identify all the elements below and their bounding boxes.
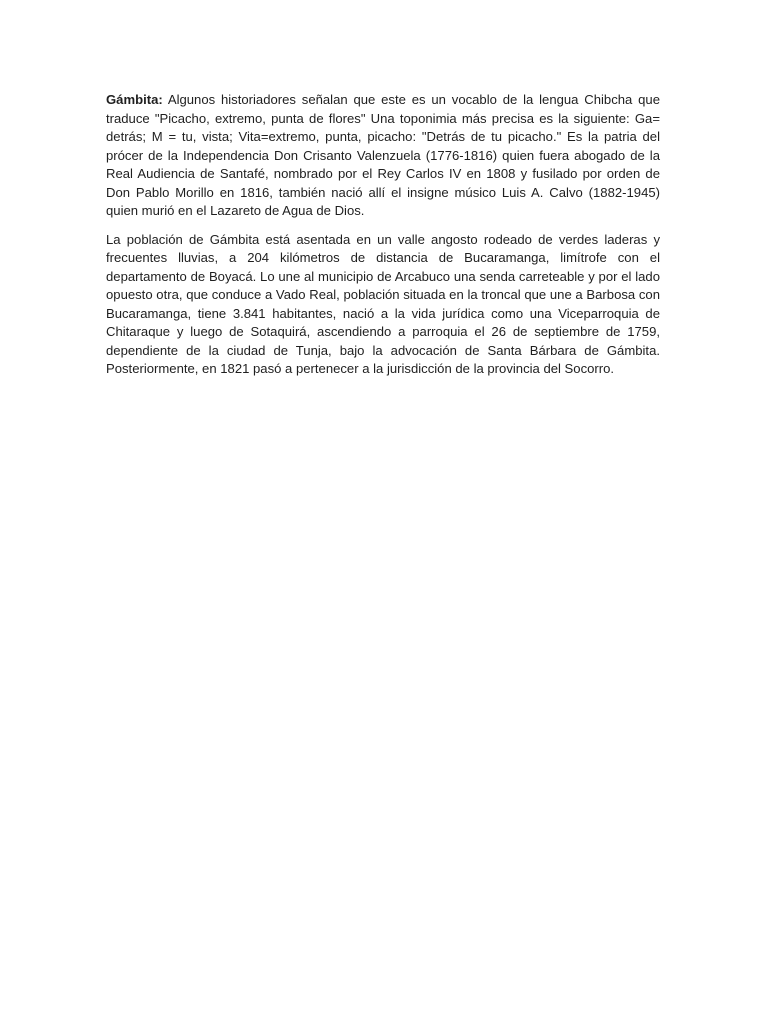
- paragraph-gambita-population: [106, 231, 660, 379]
- term-gambita: Gámbita:: [106, 92, 163, 107]
- document-body: [106, 91, 660, 389]
- paragraph-text: Algunos historiadores señalan que este es un vocablo de la lengua Chibcha que traduce "Picacho, extremo, punta de flores" Una toponimia más precisa es la siguiente: Ga= detrás; M = tu, vista; Vita=extremo, punta, picacho: "Detrás de tu picacho." Es la patria del prócer de la Independencia Don Crisanto Valenzuela (1776-1816) quien fuera abogado de la Real Audiencia de Santafé, nombrado por el Rey Carlos IV en 1808 y fusilado por orden de Don Pablo Morillo en 1816, también nació allí el insigne músico Luis A. Calvo (1882-1945) quien murió en el Lazareto de Agua de Dios.: [106, 92, 660, 218]
- paragraph-gambita-etymology: [106, 91, 660, 221]
- paragraph-text: La población de Gámbita está asentada en un valle angosto rodeado de verdes laderas y frecuentes lluvias, a 204 kilómetros de distancia de Bucaramanga, limítrofe con el departamento de Boyacá. Lo une al municipio de Arcabuco una senda carreteable y por el lado opuesto otra, que conduce a Vado Real, población situada en la troncal que une a Barbosa con Bucaramanga, tiene 3.841 habitantes, nació a la vida jurídica como una Viceparroquia de Chitaraque y luego de Sotaquirá, ascendiendo a parroquia el 26 de septiembre de 1759, dependiente de la ciudad de Tunja, bajo la advocación de Santa Bárbara de Gámbita. Posteriormente, en 1821 pasó a pertenecer a la jurisdicción de la provincia del Socorro.: [106, 231, 660, 376]
